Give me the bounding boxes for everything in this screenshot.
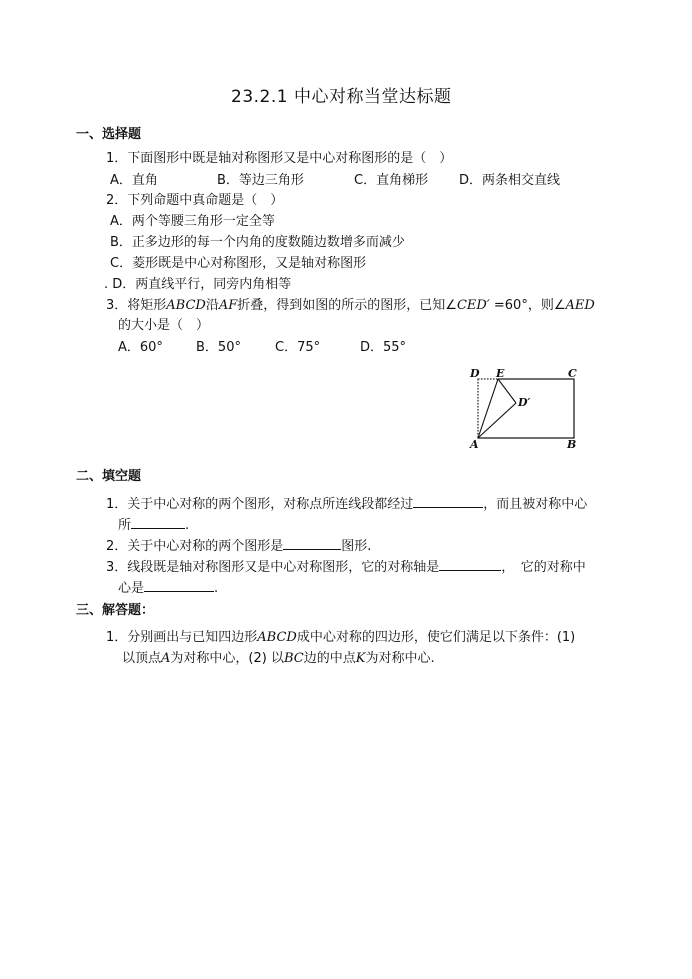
section-heading-answer: 三、解答题： <box>76 603 155 618</box>
label-c: C <box>568 367 577 380</box>
folded-rectangle-figure <box>466 366 584 452</box>
fill-q3-line2 <box>118 578 218 598</box>
q2-stem: 2．下列命题中真命题是（ ） <box>106 193 284 208</box>
solve-part-d: 为对称中心，(2) 以 <box>170 651 284 666</box>
solve-point-k: K <box>355 651 366 666</box>
fill-q2 <box>106 536 371 556</box>
fill-q1-part-d: . <box>185 518 190 533</box>
q3-stem-part-a: 3．将矩形 <box>106 298 167 313</box>
page-title: 23.2.1 中心对称当堂达标题 <box>231 87 452 107</box>
q2-option-c: C．菱形既是中心对称图形，又是轴对称图形 <box>110 256 367 271</box>
fill-q2-part-a: 2．关于中心对称的两个图形是 <box>106 539 284 554</box>
fill-q1-part-a: 1．关于中心对称的两个图形，对称点所连线段都经过 <box>106 497 414 512</box>
q3-stem-part-c: 折叠，得到如图的所示的图形，已知∠ <box>237 298 457 313</box>
q2-option-b: B．正多边形的每一个内角的度数随边数增多而减少 <box>110 235 405 250</box>
solve-part-c: 以顶点 <box>122 651 162 666</box>
solve-line2 <box>122 650 435 668</box>
fill-q3-part-d: . <box>214 581 219 596</box>
label-d-prime: D′ <box>518 396 531 409</box>
q3-stem-line2: 的大小是（ ） <box>118 318 210 333</box>
q3-af: AF <box>218 298 238 313</box>
solve-part-f: 为对称中心. <box>365 651 435 666</box>
fill-q1-part-c: 所 <box>118 518 132 533</box>
fill-q3-part-a: 3．线段既是轴对称图形又是中心对称图形，它的对称轴是 <box>106 560 440 575</box>
solve-bc: BC <box>283 651 304 666</box>
fill-q1-line2 <box>118 515 189 535</box>
fill-q2-part-b: 图形. <box>341 539 372 554</box>
label-e: E <box>496 367 505 380</box>
fill-q3-line1 <box>106 557 586 577</box>
q3-abcd: ABCD <box>166 298 206 313</box>
fill-q3-blank-1[interactable] <box>439 557 501 571</box>
label-a: A <box>470 438 479 451</box>
solve-line1 <box>106 629 575 647</box>
q1-option-d: D．两条相交直线 <box>459 173 561 188</box>
q3-option-b: B．50° <box>196 340 241 355</box>
q3-stem-part-d: =60°，则∠ <box>489 298 566 313</box>
fill-q1-line1 <box>106 494 587 514</box>
q3-aed: AED <box>565 298 595 313</box>
q2-option-d: . D．两直线平行，同旁内角相等 <box>104 277 292 292</box>
q3-stem <box>106 297 595 315</box>
fill-q3-part-c: 心是 <box>118 581 145 596</box>
fill-q1-blank-2[interactable] <box>131 515 185 529</box>
solve-part-e: 边的中点 <box>303 651 356 666</box>
q3-option-a: A．60° <box>118 340 163 355</box>
q1-stem: 1．下面图形中既是轴对称图形又是中心对称图形的是（ ） <box>106 151 453 166</box>
section-heading-fill: 二、填空题 <box>76 469 142 484</box>
q2-option-a: A．两个等腰三角形一定全等 <box>110 214 275 229</box>
fill-q1-part-b: ，而且被对称中心 <box>483 497 588 512</box>
section-heading-choice: 一、选择题 <box>76 127 142 142</box>
solve-part-a: 1．分别画出与已知四边形 <box>106 630 258 645</box>
segment-ed-prime <box>498 379 516 403</box>
q1-option-a: A．直角 <box>110 173 158 188</box>
solve-abcd: ABCD <box>257 630 297 645</box>
q3-stem-part-b: 沿 <box>205 298 219 313</box>
fill-q3-part-b: ， 它的对称中 <box>501 560 586 575</box>
solve-point-a: A <box>161 651 171 666</box>
label-b: B <box>567 438 577 451</box>
q3-option-d: D．55° <box>360 340 407 355</box>
q1-option-b: B．等边三角形 <box>217 173 304 188</box>
q1-option-c: C．直角梯形 <box>354 173 429 188</box>
q3-option-c: C．75° <box>275 340 321 355</box>
solve-part-b: 成中心对称的四边形，使它们满足以下条件：(1) <box>296 630 576 645</box>
label-d: D <box>470 367 480 380</box>
q3-ced: CED′ <box>456 298 490 313</box>
fill-q3-blank-2[interactable] <box>144 578 214 592</box>
fill-q1-blank-1[interactable] <box>413 494 483 508</box>
fill-q2-blank[interactable] <box>283 536 341 550</box>
